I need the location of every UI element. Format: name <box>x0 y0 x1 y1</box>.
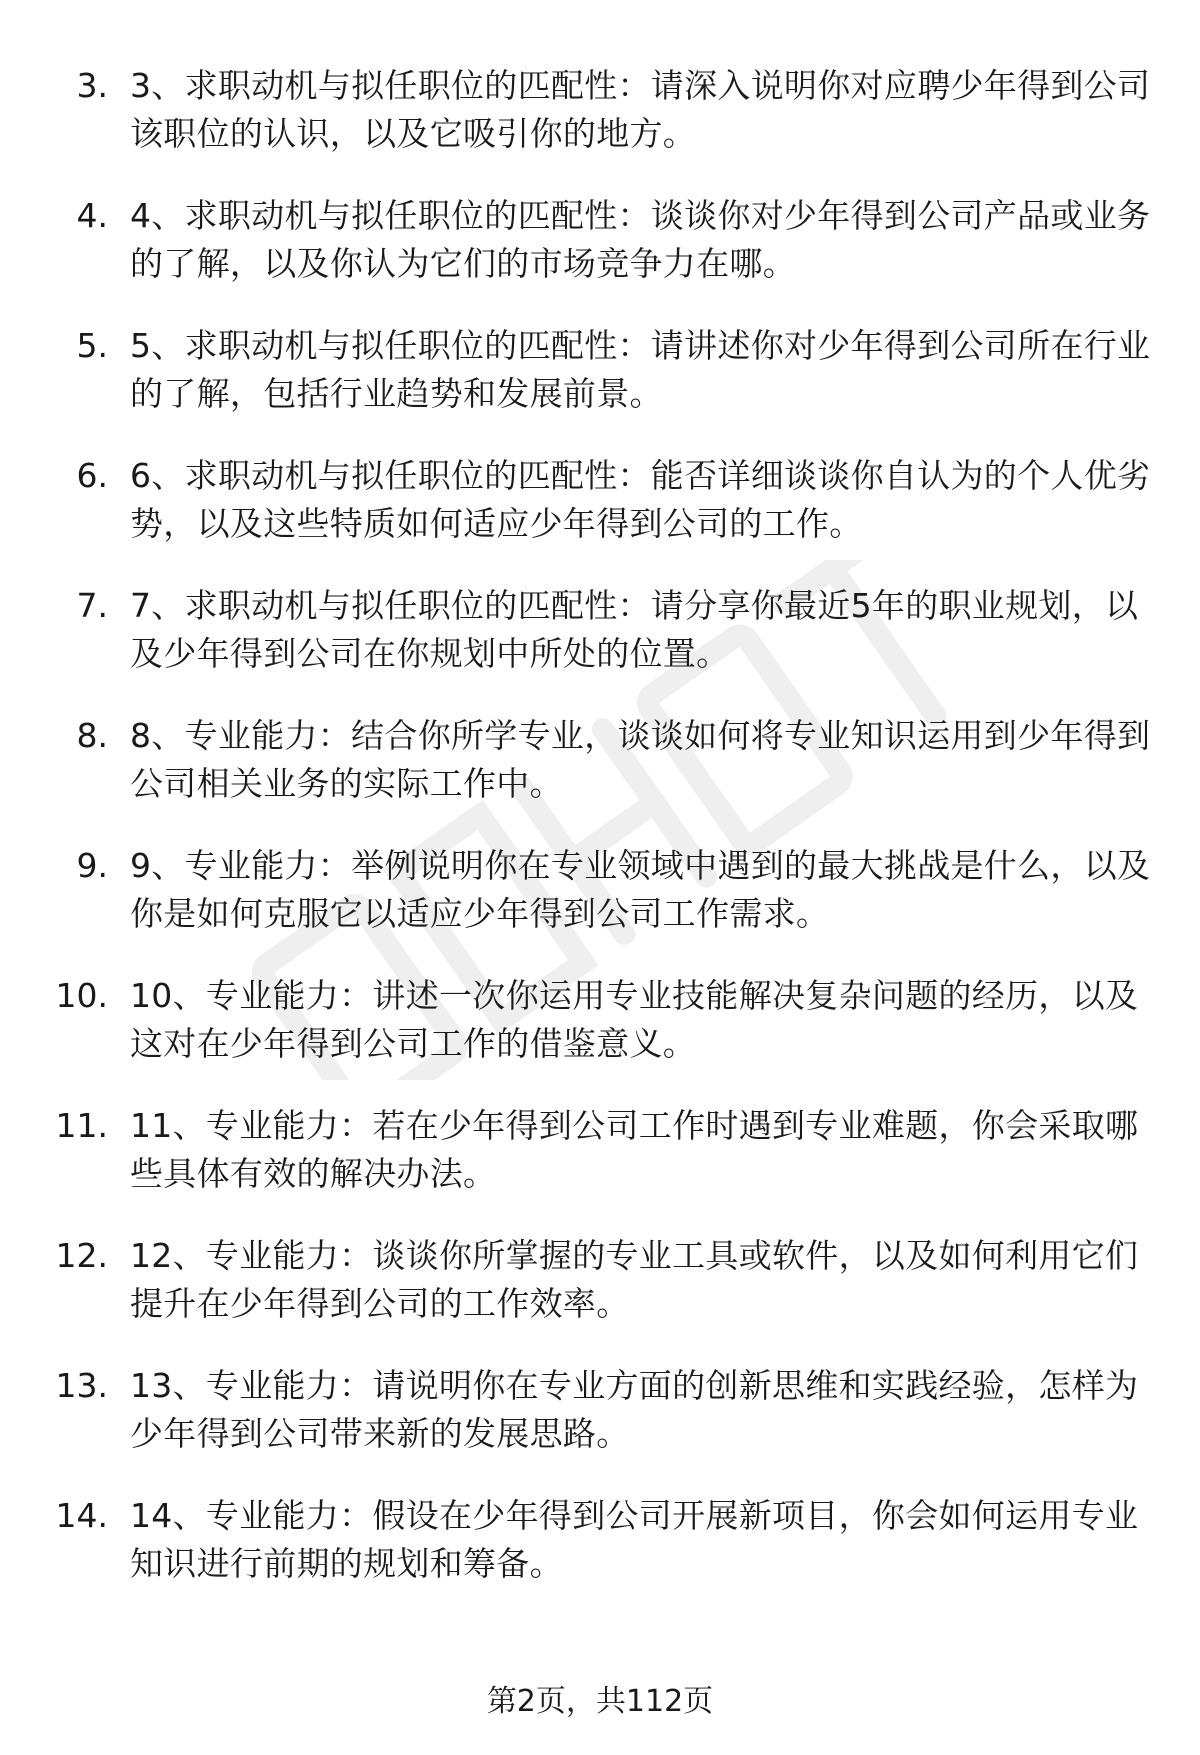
question-item <box>0 842 1200 962</box>
question-item <box>0 582 1200 702</box>
question-number: 4. <box>76 196 108 235</box>
question-text: 4、求职动机与拟任职位的匹配性：谈谈你对少年得到公司产品或业务的了解，以及你认为它们的市场竞争力在哪。 <box>130 196 1151 283</box>
question-text: 3、求职动机与拟任职位的匹配性：请深入说明你对应聘少年得到公司该职位的认识，以及它吸引你的地方。 <box>130 66 1151 153</box>
question-text: 11、专业能力：若在少年得到公司工作时遇到专业难题，你会采取哪些具体有效的解决办法。 <box>130 1106 1139 1193</box>
question-item <box>0 62 1200 182</box>
question-text: 14、专业能力：假设在少年得到公司开展新项目，你会如何运用专业知识进行前期的规划和筹备。 <box>130 1496 1139 1583</box>
question-text: 7、求职动机与拟任职位的匹配性：请分享你最近5年的职业规划，以及少年得到公司在你规划中所处的位置。 <box>130 586 1139 673</box>
question-item <box>0 712 1200 832</box>
question-text: 9、专业能力：举例说明你在专业领域中遇到的最大挑战是什么，以及你是如何克服它以适应少年得到公司工作需求。 <box>130 846 1151 933</box>
question-item <box>0 972 1200 1092</box>
page-number-label: 第2页，共112页 <box>486 1684 714 1719</box>
question-item <box>0 1102 1200 1222</box>
question-list-container <box>0 62 1200 1622</box>
question-number: 14. <box>55 1496 108 1535</box>
page-footer <box>0 1682 1200 1722</box>
question-number: 5. <box>76 326 108 365</box>
question-text: 13、专业能力：请说明你在专业方面的创新思维和实践经验，怎样为少年得到公司带来新的发展思路。 <box>130 1366 1139 1453</box>
question-item <box>0 192 1200 312</box>
question-number: 6. <box>76 456 108 495</box>
question-list <box>0 62 1200 1612</box>
question-item <box>0 1492 1200 1612</box>
question-number: 13. <box>55 1366 108 1405</box>
question-number: 7. <box>76 586 108 625</box>
question-text: 8、专业能力：结合你所学专业，谈谈如何将专业知识运用到少年得到公司相关业务的实际工作中。 <box>130 716 1151 803</box>
question-number: 11. <box>55 1106 108 1145</box>
question-item <box>0 1362 1200 1482</box>
question-number: 12. <box>55 1236 108 1275</box>
question-item <box>0 322 1200 442</box>
question-number: 8. <box>76 716 108 755</box>
question-text: 5、求职动机与拟任职位的匹配性：请讲述你对少年得到公司所在行业的了解，包括行业趋势和发展前景。 <box>130 326 1151 413</box>
question-text: 12、专业能力：谈谈你所掌握的专业工具或软件，以及如何利用它们提升在少年得到公司的工作效率。 <box>130 1236 1139 1323</box>
question-number: 10. <box>55 976 108 1015</box>
question-item <box>0 452 1200 572</box>
question-item <box>0 1232 1200 1352</box>
question-text: 10、专业能力：讲述一次你运用专业技能解决复杂问题的经历，以及这对在少年得到公司工作的借鉴意义。 <box>130 976 1139 1063</box>
question-text: 6、求职动机与拟任职位的匹配性：能否详细谈谈你自认为的个人优劣势，以及这些特质如何适应少年得到公司的工作。 <box>130 456 1151 543</box>
question-number: 3. <box>76 66 108 105</box>
question-number: 9. <box>76 846 108 885</box>
